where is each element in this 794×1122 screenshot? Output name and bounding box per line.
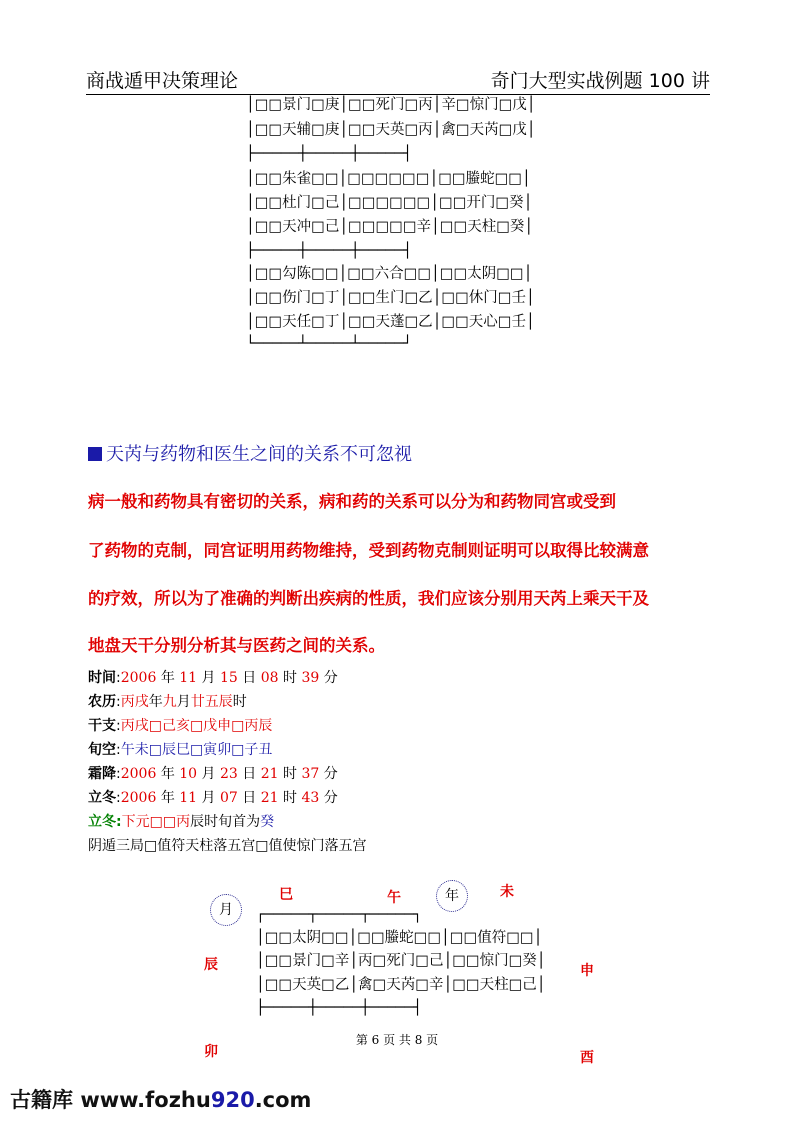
chart-row: │□□景门□庚│□□死门□丙│辛□惊门□戊│ [246,97,536,113]
xunshou-value: 癸 [260,814,275,830]
chart-row: │□□天英□乙│禽□天芮□辛│□□天柱□己│ [256,977,546,993]
chart-divider: ├─────┼─────┼─────┤ [246,146,412,162]
page-header [86,66,710,95]
square-bullet-icon [88,447,102,461]
lunar-month: 九 [162,694,177,710]
unit: 分 [323,670,338,686]
chart-row: │□□天冲□己│□□□□□辛│□□天柱□癸│ [246,219,534,235]
info-lidong: 立冬:2006 年 11 月 07 日 21 时 43 分 [88,790,338,806]
unit: 时 [283,670,298,686]
unit: 月 [201,670,216,686]
chart-row: │□□杜门□己│□□□□□□│□□开门□癸│ [246,195,533,211]
branch-you: 酉 [580,1050,594,1066]
hour-value: 21 [260,766,279,782]
chart-divider: ├─────┼─────┼─────┤ [246,243,412,259]
lunar-day: 廿五 [190,694,219,710]
section-title [88,440,412,466]
day-value: 07 [220,790,238,806]
info-label: 霜降 [88,766,116,782]
paragraph-line: 了药物的克制，同宫证明用药物维持，受到药物克制则证明可以取得比较满意 [88,541,649,560]
chart-row: │□□天辅□庚│□□天英□丙│禽□天芮□戊│ [246,122,536,138]
watermark-url-tld: .com [254,1088,312,1112]
chart-divider: ┌─────┬─────┬─────┐ [256,907,422,923]
page-footer: 第 6 页 共 8 页 [355,1033,439,1047]
chart-row: │□□景门□辛│丙□死门□己│□□惊门□癸│ [256,953,546,969]
zhi-value: 辰 [190,814,205,830]
minute-value: 37 [301,766,320,782]
year-value: 2006 [120,670,157,686]
branch-si: 巳 [279,887,293,903]
unit: 年 [160,766,175,782]
minute-value: 39 [301,670,320,686]
branch-wu: 午 [387,890,401,906]
unit: 年 [160,790,175,806]
branch-chen: 辰 [204,957,218,973]
chart-row: │□□太阴□□│□□螣蛇□□│□□值符□□│ [256,930,543,946]
chart-row: │□□天任□丁│□□天蓬□乙│□□天心□壬│ [246,314,535,330]
unit: 分 [323,790,338,806]
info-ganzhi: 干支:丙戌□己亥□戊申□丙辰 [88,718,273,734]
month-circle: 月 [210,894,242,926]
xunkong-value: 午未□辰巳□寅卯□子丑 [120,742,273,758]
info-xunkong: 旬空:午未□辰巳□寅卯□子丑 [88,742,273,758]
month-value: 11 [179,670,198,686]
gan-value: 丙 [176,814,191,830]
branch-mao: 卯 [204,1044,218,1060]
unit: 年 [148,694,163,710]
lunar-year: 丙戌 [120,694,149,710]
unit: 日 [242,670,257,686]
chart-row: │□□勾陈□□│□□六合□□│□□太阴□□│ [246,266,533,282]
info-lidong-xunshou: 立冬:下元□□丙辰时旬首为癸 [88,814,275,830]
minute-value: 43 [301,790,320,806]
year-value: 2006 [120,766,157,782]
chart-divider: ├─────┼─────┼─────┤ [256,1000,422,1016]
chart-divider: └─────┴─────┴─────┘ [246,336,412,352]
unit: 年 [160,670,175,686]
paragraph-line: 病一般和药物具有密切的关系，病和药的关系可以分为和药物同宫或受到 [88,492,616,511]
info-label: 时间 [88,670,116,686]
day-value: 15 [220,670,238,686]
info-label: 干支 [88,718,116,734]
header-left-title: 商战遁甲决策理论 [86,70,239,92]
info-lunar: 农历:丙戌年九月廿五辰时 [88,694,247,710]
info-time: 时间:2006 年 11 月 15 日 08 时 39 分 [88,670,338,686]
info-label: 旬空 [88,742,116,758]
info-shuangjiang: 霜降:2006 年 10 月 23 日 21 时 37 分 [88,766,338,782]
unit: 月 [201,790,216,806]
watermark-url: www.fozhu [80,1088,211,1112]
xunshou-text: 时旬首为 [204,814,261,830]
info-ju: 阴遁三局□值符天柱落五宫□值使惊门落五宫 [88,838,367,854]
unit: 月 [201,766,216,782]
section-title-text: 天芮与药物和医生之间的关系不可忽视 [106,444,412,465]
yuan-value: 下元□□ [121,814,177,830]
unit: 月 [176,694,191,710]
info-label: 立冬 [88,790,116,806]
paragraph-line: 地盘天干分别分析其与医药之间的关系。 [88,636,385,655]
hour-value: 08 [260,670,279,686]
year-value: 2006 [120,790,157,806]
year-circle: 年 [436,880,468,912]
unit: 时 [283,766,298,782]
month-value: 11 [179,790,198,806]
unit: 时 [283,790,298,806]
branch-shen: 申 [580,963,594,979]
site-watermark [10,1084,311,1114]
unit: 分 [323,766,338,782]
branch-wei: 未 [500,884,514,900]
chart-row: │□□朱雀□□│□□□□□□│□□螣蛇□□│ [246,171,531,187]
ganzhi-value: 丙戌□己亥□戊申□丙辰 [120,718,273,734]
hour-value: 21 [260,790,279,806]
watermark-url-num: 920 [210,1088,255,1112]
lunar-hour: 辰 [218,694,233,710]
header-right-title: 奇门大型实战例题 100 讲 [490,70,710,92]
unit: 时 [232,694,247,710]
month-value: 10 [179,766,198,782]
day-value: 23 [220,766,238,782]
chart-row: │□□伤门□丁│□□生门□乙│□□休门□壬│ [246,290,535,306]
info-label: 立冬 [88,814,116,830]
unit: 日 [242,766,257,782]
watermark-brand: 古籍库 [10,1088,73,1112]
info-label: 农历 [88,694,116,710]
unit: 日 [242,790,257,806]
paragraph-line: 的疗效，所以为了准确的判断出疾病的性质，我们应该分别用天芮上乘天干及 [88,589,649,608]
